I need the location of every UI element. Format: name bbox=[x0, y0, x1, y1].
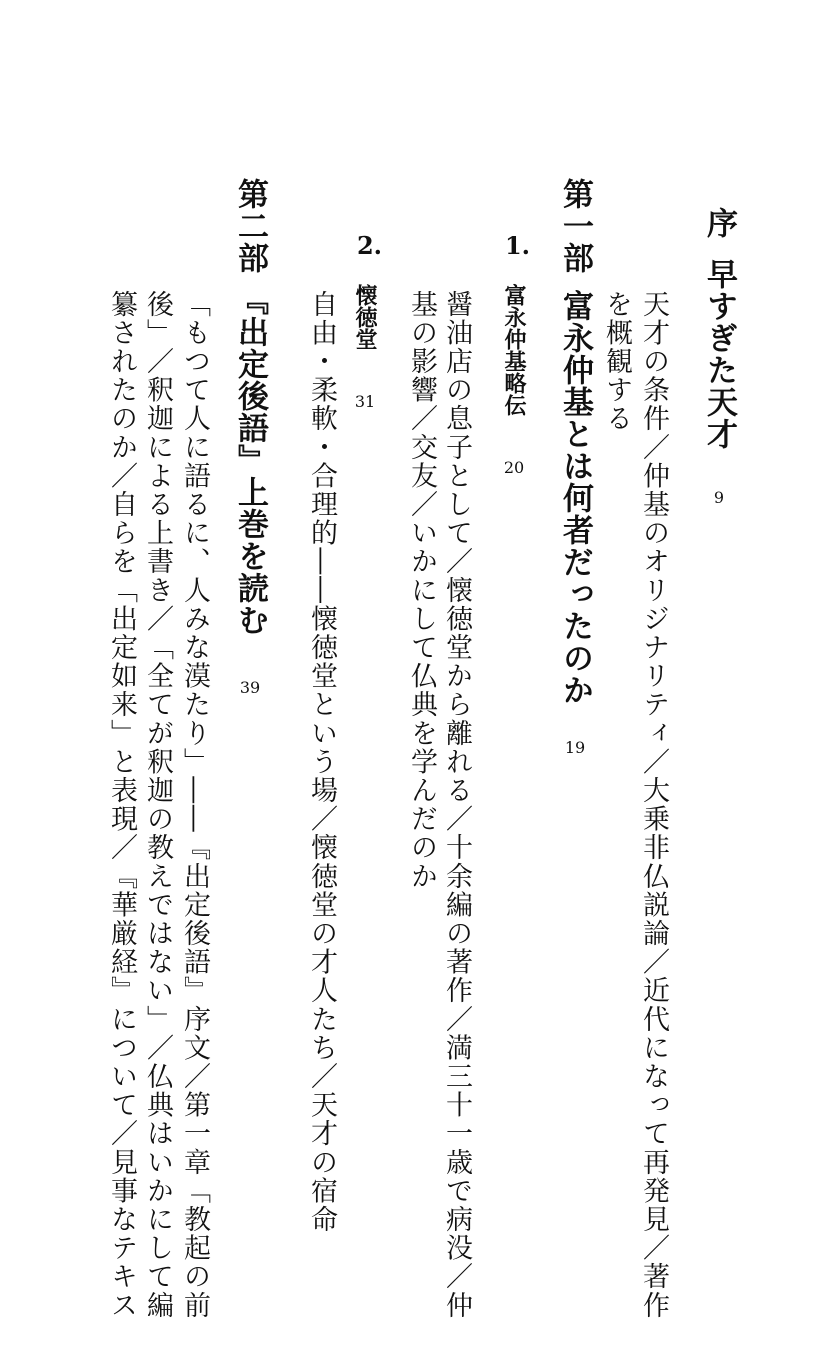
section2-number: 2. bbox=[356, 231, 382, 260]
part2-title: 『出定後語』上巻を読む bbox=[232, 284, 268, 636]
section1-heading bbox=[503, 284, 525, 476]
section2-heading bbox=[354, 284, 376, 410]
part1-page: 19 bbox=[564, 738, 586, 757]
part2-desc-line-2: 後」／釈迦による上書き／「全てが釈迦の教えではない」／仏典はいかにして編 bbox=[142, 290, 173, 1320]
section1-title: 富永仲基略伝 bbox=[501, 284, 527, 416]
preface-desc-line-1: 天才の条件／仲基のオリジナリティ／大乗非仏説論／近代になって再発見／著作 bbox=[638, 290, 669, 1320]
part1-label: 第一部 bbox=[557, 178, 593, 274]
section1-page: 20 bbox=[503, 458, 525, 477]
preface-desc-line-2: を概観する bbox=[601, 290, 632, 433]
part2-label: 第二部 bbox=[232, 178, 268, 274]
preface-title: 早すぎた天才 bbox=[701, 258, 737, 450]
preface-heading bbox=[701, 258, 737, 507]
part1-heading bbox=[557, 290, 593, 757]
section2-title: 懐徳堂 bbox=[352, 284, 378, 350]
section2-desc-line-1: 自由・柔軟・合理的――懐徳堂という場／懐徳堂の才人たち／天才の宿命 bbox=[306, 290, 337, 1234]
preface-page: 9 bbox=[713, 488, 725, 507]
part2-desc-line-3: 纂されたのか／自らを「出定如来」と表現／『華厳経』について／見事なテキス bbox=[106, 290, 137, 1320]
section1-desc-line-2: 基の影響／交友／いかにして仏典を学んだのか bbox=[406, 290, 437, 891]
preface-label: 序 bbox=[701, 207, 737, 239]
section2-page: 31 bbox=[354, 392, 376, 411]
section1-number: 1. bbox=[504, 231, 530, 260]
part1-title: 富永仲基とは何者だったのか bbox=[557, 290, 593, 706]
section1-desc-line-1: 醤油店の息子として／懐徳堂から離れる／十余編の著作／満三十一歳で病没／仲 bbox=[441, 290, 472, 1320]
part2-page: 39 bbox=[239, 678, 261, 697]
part2-desc-line-1: 「もつて人に語るに、人みな漠たり」――『出定後語』序文／第一章「教起の前 bbox=[179, 290, 210, 1320]
part2-heading bbox=[232, 284, 268, 697]
